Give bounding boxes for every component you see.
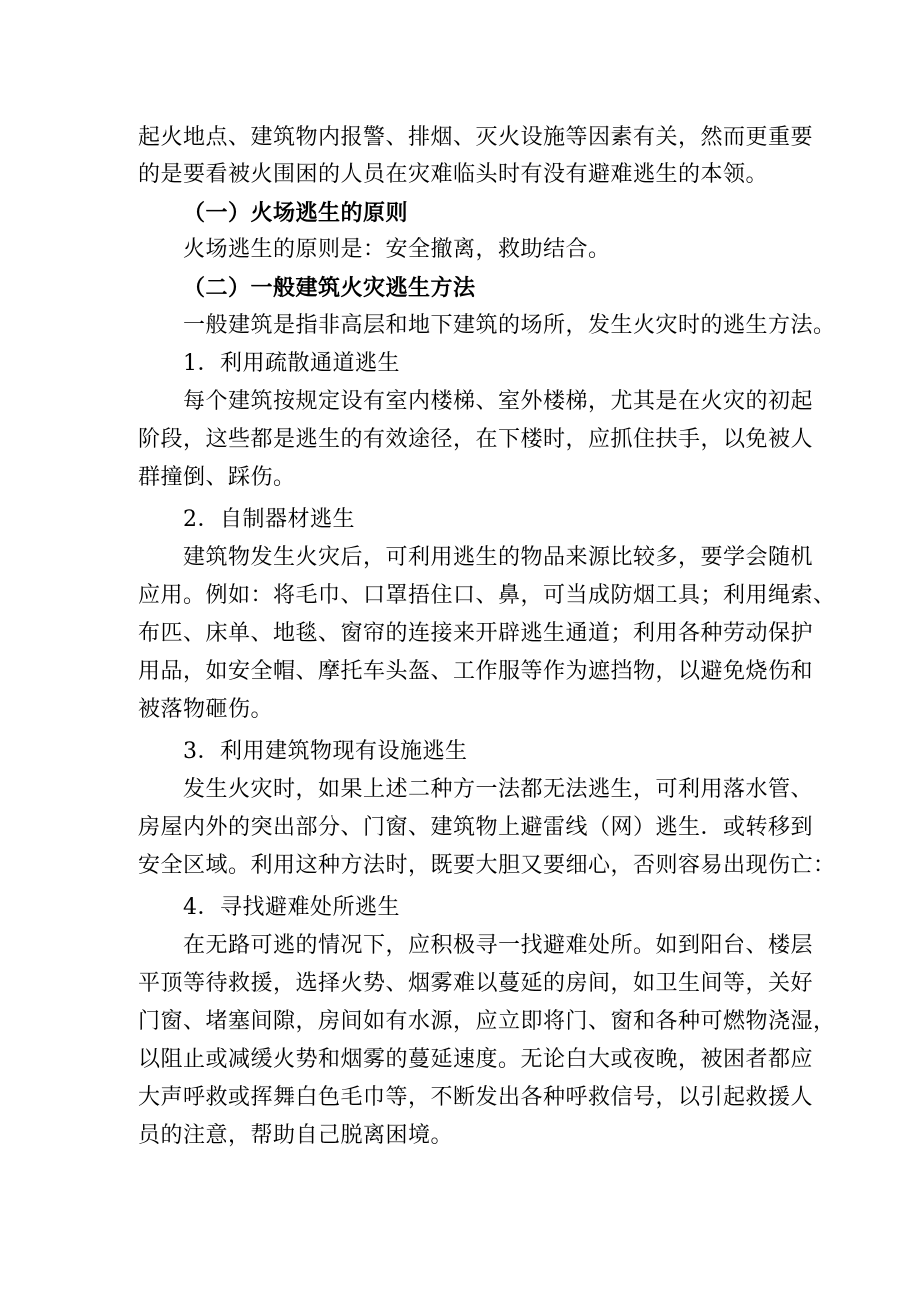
item-3-title: 3．利用建筑物现有设施逃生 [183, 739, 468, 764]
item-3-line-1: 发生火灾时，如果上述二种方一法都无法逃生，可利用落水管、 [183, 777, 814, 802]
item-4-title: 4．寻找避难处所逃生 [183, 895, 400, 920]
item-1-line-3: 群撞倒、踩伤。 [138, 465, 296, 490]
item-4-line-1: 在无路可逃的情况下，应积极寻一找避难处所。如到阳台、楼层 [183, 933, 814, 958]
section-1-body: 火场逃生的原则是：安全撤离，救助结合。 [183, 237, 611, 262]
item-4-line-3: 门窗、堵塞间隙，房间如有水源，应立即将门、窗和各种可燃物浇湿， [138, 1009, 836, 1034]
item-1-line-1: 每个建筑按规定设有室内楼梯、室外楼梯，尤其是在火灾的初起 [183, 389, 814, 414]
item-4-line-5: 大声呼救或挥舞白色毛巾等，不断发出各种呼救信号，以引起救援人 [138, 1085, 814, 1110]
item-4-line-4: 以阻止或减缓火势和烟雾的蔓延速度。无论白大或夜晚，被困者都应 [138, 1047, 814, 1072]
item-2-line-4: 用品，如安全帽、摩托车头盔、工作服等作为遮挡物，以避免烧伤和 [138, 659, 814, 684]
item-1-line-2: 阶段，这些都是逃生的有效途径，在下楼时，应抓住扶手，以免被人 [138, 427, 814, 452]
section-1-heading: （一）火场逃生的原则 [183, 200, 409, 226]
item-2-title: 2．自制器材逃生 [183, 507, 355, 532]
item-2-line-3: 布匹、床单、地毯、窗帘的连接来开辟逃生通道；利用各种劳动保护 [138, 621, 814, 646]
item-2-line-2: 应用。例如：将毛巾、口罩捂住口、鼻，可当成防烟工具；利用绳索、 [138, 583, 836, 608]
section-2-heading: （二）一般建筑火灾逃生方法 [183, 275, 476, 301]
item-4-line-6: 员的注意，帮助自己脱离困境。 [138, 1123, 454, 1148]
item-1-title: 1．利用疏散通道逃生 [183, 351, 400, 376]
item-2-line-1: 建筑物发生火灾后，可利用逃生的物品来源比较多，要学会随机 [183, 545, 814, 570]
section-2-intro: 一般建筑是指非高层和地下建筑的场所，发生火灾时的逃生方法。 [183, 313, 836, 338]
intro-line-1: 起火地点、建筑物内报警、排烟、灭火设施等因素有关，然而更重要 [138, 125, 814, 150]
item-3-line-3: 安全区域。利用这种方法时，既要大胆又要细心，否则容易出现伤亡： [138, 853, 836, 878]
item-3-line-2: 房屋内外的突出部分、门窗、建筑物上避雷线（网）逃生．或转移到 [138, 815, 814, 840]
item-4-line-2: 平顶等待救援，选择火势、烟雾难以蔓延的房间，如卫生间等，关好 [138, 971, 814, 996]
item-2-line-5: 被落物砸伤。 [138, 697, 274, 722]
intro-line-2: 的是要看被火围困的人员在灾难临头时有没有避难逃生的本领。 [138, 162, 769, 187]
